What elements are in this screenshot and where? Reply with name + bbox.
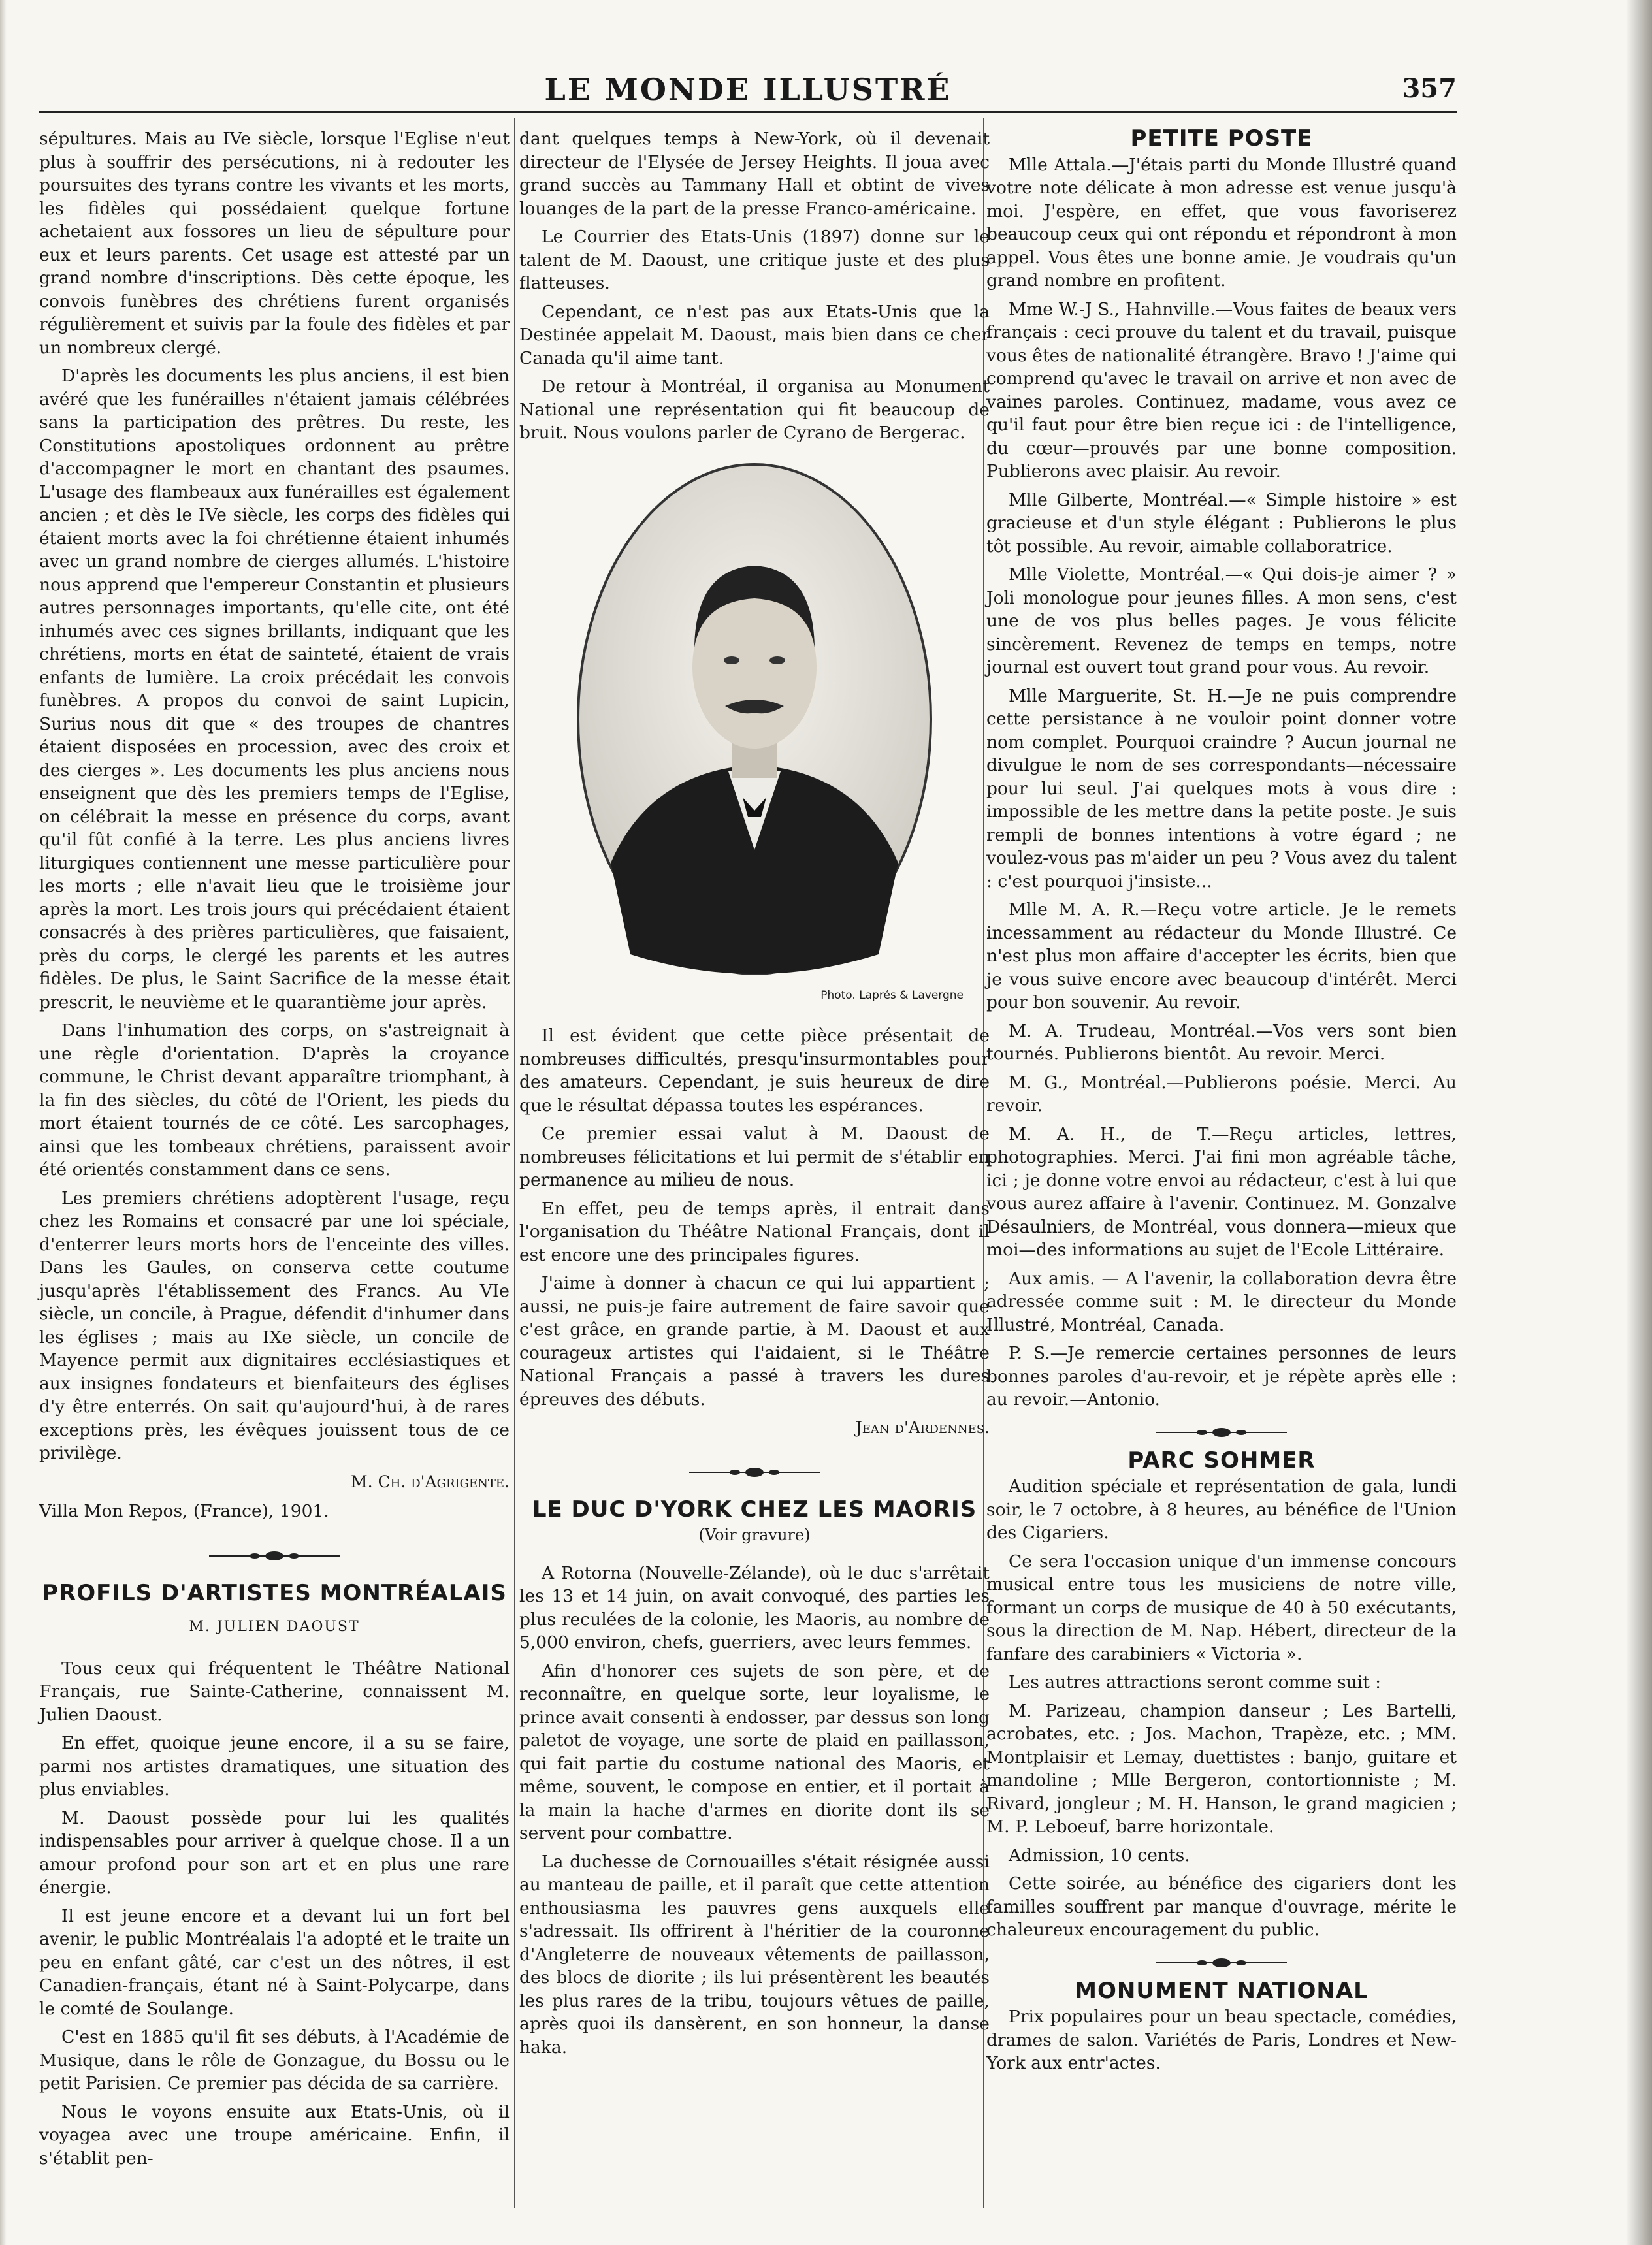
column-1 <box>39 127 510 2175</box>
ornament-divider-icon <box>1156 1426 1287 1439</box>
profils-paragraph: Le Courrier des Etats-Unis (1897) donne sur le talent de M. Daoust, une critique juste et des plus flatteuses. <box>519 227 990 293</box>
portrait-photo <box>572 458 937 980</box>
page-header <box>39 72 1457 113</box>
petite-poste-paragraph: Mlle Attala.—J'étais parti du Monde Illustré quand votre note délicate à mon adresse est venue jusqu'à moi. J'espère, en effet, que vous favoriserez beaucoup ceux qui ont répondu et répondront à mon appel. Vous êtes une bonne amie. Je voudrais qu'un grand nombre en profitent. <box>986 154 1457 291</box>
ornament-divider-icon <box>209 1549 340 1562</box>
petite-poste-paragraph: M. G., Montréal.—Publierons poésie. Merci. Au revoir. <box>986 1072 1457 1116</box>
petite-poste-paragraph: Mlle M. A. R.—Reçu votre article. Je le remets incessamment au rédacteur du Monde Illustré. Ce n'est plus mon affaire d'accepter les écrits, bien que je vous suive encore avec beaucoup d'intérêt. Merci pour bon souvenir. Au revoir. <box>986 899 1457 1012</box>
profils-paragraph: Cependant, ce n'est pas aux Etats-Unis que la Destinée appelait M. Daoust, mais bien dans ce cher Canada qu'il aime tant. <box>519 301 990 368</box>
duc-paragraph: La duchesse de Cornouailles s'était résignée aussi au manteau de paille, et il paraît que cette attention enthousiasma les pauvres gens auxquels elle s'adressait. Ils offrirent à l'héritier de la couronne d'Angleterre de nouveaux vêtements de paillasson, des blocs de diorite ; ils lui présentèrent les beautés les plus rares de la tribu, toujours vêtues de paille, après quoi ils dansèrent, en son honneur, la danse haka. <box>519 1851 990 2058</box>
article-paragraph: D'après les documents les plus anciens, il est bien avéré que les funérailles n'étaient jamais célébrées sans la participation des prêtres. Du reste, les Constitutions apostoliques ordonnent au prêtre d'accompagner le mort en chantant des psaumes. L'usage des flambeaux aux funérailles est également ancien ; et dès le IVe siècle, les corps des fidèles qui étaient morts avec la foi chrétienne étaient inhumés avec un grand nombre de cierges allumés. L'histoire nous apprend que l'empereur Constantin et plusieurs autres personnages importants, qu'elle cite, ont été inhumés avec ces signes brillants, indiquant que les chrétiens, morts en état de sainteté, étaient de vrais enfants de lumière. La croix précédait les convois funèbres. A propos du convoi de saint Lupicin, Surius nous dit que « des troupes de chantres étaient disposées en procession, avec des croix et des cierges ». Les documents les plus anciens nous enseignent que dès les premiers temps de l'Eglise, on célébrait la messe en présence du corps, avant qu'il fût confié à la terre. Les plus anciens livres liturgiques contiennent une messe particulière pour les morts ; elle n'avait lieu que le troisième jour après la mort. Les trois jours qui précédaient étaient consacrés à des prières particulières, que faisaient, près du corps, le clergé les parents et les autres fidèles. De plus, le Saint Sacrifice de la messe était prescrit, le neuvième et le quarantième jour après. <box>39 366 510 1012</box>
article-paragraph: sépultures. Mais au IVe siècle, lorsque l'Eglise n'eut plus à souffrir des persécutions, ni à redouter les poursuites des tyrans contre les vivants et les morts, les fidèles qui possédaient quelque fortune achetaient aux fossores un lieu de sépulture pour eux et leurs parents. Cet usage est attesté par un grand nombre d'inscriptions. Dès cette époque, les convois funèbres des chrétiens furent organisés régulièrement et suivis par la foule des fidèles et par un nombreux clergé. <box>39 129 510 358</box>
profils-paragraph: Nous le voyons ensuite aux Etats-Unis, où il voyagea avec une troupe américaine. Enfin, il s'établit pen- <box>39 2101 510 2169</box>
left-page-edge <box>0 0 7 2245</box>
profils-paragraph: De retour à Montréal, il organisa au Monument National une représentation qui fit beaucoup de bruit. Nous voulons parler de Cyrano de Bergerac. <box>519 376 990 443</box>
dateline: Villa Mon Repos, (France), 1901. <box>39 1501 329 1521</box>
page-number: 357 <box>1402 73 1457 104</box>
parc-sohmer-paragraph: M. Parizeau, champion danseur ; Les Bartelli, acrobates, etc. ; Jos. Machon, Trapèze, etc. ; MM. Montplaisir et Lemay, duettistes : banjo, guitare et mandoline ; Mlle Bergeron, contortionniste ; M. Rivard, jongleur ; M. H. Hanson, le grand magicien ; M. P. Leboeuf, barre horizontale. <box>986 1700 1457 1837</box>
profils-paragraph: En effet, quoique jeune encore, il a su se faire, parmi nos artistes dramatiques, une situation des plus enviables. <box>39 1733 510 1800</box>
profils-title: PROFILS D'ARTISTES MONTRÉALAIS <box>42 1579 507 1606</box>
article-paragraph: Les premiers chrétiens adoptèrent l'usage, reçu chez les Romains et consacré par une loi spéciale, d'enterrer leurs morts hors de l'enceinte des villes. Dans les Gaules, on conserva cette coutume jusqu'après l'établissement des Francs. Au VIe siècle, un concile, à Prague, défendit d'inhumer dans les églises ; mais au IXe siècle, un concile de Mayence permit aux dignitaires ecclésiastiques et aux insignes fondateurs et bienfaiteurs des églises d'y être enterrés. On sait qu'aujourd'hui, à de rares exceptions près, les évêques jouissent tous de ce privilège. <box>39 1187 510 1463</box>
profils-paragraph: Tous ceux qui fréquentent le Théâtre National Français, rue Sainte-Catherine, connaissent M. Julien Daoust. <box>39 1658 510 1725</box>
column-2 <box>519 127 990 2064</box>
profils-paragraph: En effet, peu de temps après, il entrait dans l'organisation du Théâtre National Français, dont il est encore une des principales figures. <box>519 1198 990 1265</box>
profils-paragraph: Il est jeune encore et a devant lui un fort bel avenir, le public Montréalais l'a adopté et le traite un peu en enfant gâté, car c'est un des nôtres, il est Canadien-français, étant né à Saint-Polycarpe, dans le comté de Soulange. <box>39 1905 510 2019</box>
column-rule-1 <box>514 118 515 2208</box>
masthead-title: LE MONDE ILLUSTRÉ <box>544 72 952 107</box>
duc-title: LE DUC D'YORK CHEZ LES MAORIS <box>532 1496 977 1523</box>
ornament-divider-icon <box>689 1466 820 1479</box>
petite-poste-paragraph: Mlle Marguerite, St. H.—Je ne puis comprendre cette persistance à ne vouloir point donner votre nom complet. Pourquoi craindre ? Aucun journal ne divulgue le nom de ses correspondants—nécessaire pour lui seul. J'ai quelques mots à vous dire : impossible de les mettre dans la petite poste. Je suis rempli de bonnes intentions à votre égard ; ne voulez-vous pas m'aider un peu ? Vous avez du talent : c'est pourquoi j'insiste... <box>986 685 1457 892</box>
photo-caption: Photo. Laprés & Lavergne <box>820 988 964 1002</box>
profils-paragraph: Ce premier essai valut à M. Daoust de nombreuses félicitations et lui permit de s'établir en permanence au milieu de nous. <box>519 1123 990 1190</box>
petite-poste-paragraph: M. A. Trudeau, Montréal.—Vos vers sont bien tournés. Publierons bientôt. Au revoir. Merci. <box>986 1020 1457 1064</box>
duc-subtitle: (Voir gravure) <box>698 1526 811 1544</box>
parc-sohmer-paragraph: Cette soirée, au bénéfice des cigariers dont les familles souffrent par manque d'ouvrage, mérite le chaleureux encouragement du public. <box>986 1873 1457 1940</box>
article-signature: Jean d'Ardennes. <box>855 1418 990 1437</box>
parc-sohmer-paragraph: Ce sera l'occasion unique d'un immense concours musical entre tous les musiciens de notre ville, formant un corps de musique de 40 à 50 exécutants, sous la direction de M. Nap. Hébert, directeur de la fanfare des carabiniers « Victoria ». <box>986 1551 1457 1664</box>
petite-poste-paragraph: Mme W.-J S., Hahnville.—Vous faites de beaux vers français : ceci prouve du talent et du travail, puisque vous êtes de nationalité étrangère. Bravo ! J'aime qui comprend qu'avec le travail on arrive et non avec de vaines paroles. Continuez, madame, vous avez ce qu'il faut pour être bien reçue ici : de l'intelligence, du cœur—prouvés par une bonne composition. Publierons avec plaisir. Au revoir. <box>986 299 1457 481</box>
parc-sohmer-title: PARC SOHMER <box>1127 1447 1316 1474</box>
petite-poste-title: PETITE POSTE <box>1130 125 1313 152</box>
duc-paragraph: Afin d'honorer ces sujets de son père, et de reconnaître, en quelque sorte, leur loyalisme, le prince avait consenti à endosser, par dessus son long paletot de voyage, une sorte de plaid en paillasson, qui fait partie du costume national des Maoris, et même, souvent, le compose en entier, et il portait à la main la hache d'armes en diorite dont ils se servent pour combattre. <box>519 1660 990 1843</box>
profils-paragraph: M. Daoust possède pour lui les qualités indispensables pour arriver à quelque chose. Il a un amour profond pour son art et en plus une rare énergie. <box>39 1807 510 1898</box>
profils-paragraph: J'aime à donner à chacun ce qui lui appartient ; aussi, ne puis-je faire autrement de faire savoir que c'est grâce, en grande partie, à M. Daoust et aux courageux artistes qui l'aidaient, si le Théâtre National Français a passé à travers les dures épreuves des débuts. <box>519 1273 990 1410</box>
monument-national-title: MONUMENT NATIONAL <box>1075 1977 1369 2004</box>
column-3 <box>986 127 1457 2080</box>
parc-sohmer-paragraph: Audition spéciale et représentation de gala, lundi soir, le 7 octobre, à 8 heures, au bénéfice de l'Union des Cigariers. <box>986 1476 1457 1543</box>
profils-paragraph: dant quelques temps à New-York, où il devenait directeur de l'Elysée de Jersey Heights. Il joua avec grand succès au Tammany Hall et obtint de vives louanges de la part de la presse Franco-américaine. <box>519 129 990 219</box>
duc-paragraph: A Rotorna (Nouvelle-Zélande), où le duc s'arrêtait les 13 et 14 juin, on avait convoqué, des parties les plus reculées de la colonie, les Maoris, au nombre de 5,000 environ, chefs, guerriers, avec leurs femmes. <box>519 1562 990 1653</box>
monument-national-paragraph: Prix populaires pour un beau spectacle, comédies, drames de salon. Variétés de Paris, Londres et New-York aux entr'actes. <box>986 2007 1457 2073</box>
profils-paragraph: Il est évident que cette pièce présentait de nombreuses difficultés, presqu'insurmontables pour des amateurs. Cependant, je suis heureux de dire que le résultat dépassa toutes les espérances. <box>519 1026 990 1116</box>
petite-poste-paragraph: P. S.—Je remercie certaines personnes de leurs bonnes paroles d'au-revoir, et je répète après elle : au revoir.—Antonio. <box>986 1343 1457 1410</box>
parc-sohmer-paragraph: Les autres attractions seront comme suit : <box>1009 1672 1382 1692</box>
petite-poste-paragraph: Mlle Gilberte, Montréal.—« Simple histoire » est gracieuse et d'un style élégant : Publierons le plus tôt possible. Au revoir, aimable collaboratrice. <box>986 489 1457 557</box>
petite-poste-paragraph: Aux amis. — A l'avenir, la collaboration devra être adressée comme suit : M. le directeur du Monde Illustré, Montréal, Canada. <box>986 1268 1457 1335</box>
petite-poste-paragraph: Mlle Violette, Montréal.—« Qui dois-je aimer ? » Joli monologue pour jeunes filles. A mon sens, c'est une de vos plus belles pages. Je vous félicite sincèrement. Revenez de temps en temps, notre journal est ouvert tout grand pour vous. Au revoir. <box>986 564 1457 677</box>
parc-sohmer-paragraph: Admission, 10 cents. <box>1009 1845 1190 1865</box>
ornament-divider-icon <box>1156 1956 1287 1969</box>
profils-subhead: M. JULIEN DAOUST <box>189 1619 360 1635</box>
profils-paragraph: C'est en 1885 qu'il fit ses débuts, à l'Académie de Musique, dans le rôle de Gonzague, du Bossu ou le petit Parisien. Ce premier pas décida de sa carrière. <box>39 2027 510 2093</box>
article-signature: M. Ch. d'Agrigente. <box>351 1472 510 1491</box>
article-paragraph: Dans l'inhumation des corps, on s'astreignait à une règle d'orientation. D'après la croyance commune, le Christ devant apparaître triomphant, à la fin des siècles, du côté de l'Orient, les pieds du mort étaient tournés de ce côté. Les sarcophages, ainsi que les tombeaux chrétiens, paraissent avoir été orientés constamment dans ce sens. <box>39 1020 510 1180</box>
petite-poste-paragraph: M. A. H., de T.—Reçu articles, lettres, photographies. Merci. J'ai fini mon agréable tâche, ici ; je donne votre envoi au rédacteur, c'est à lui que vous aurez affaire à l'avenir. Continuez. M. Gonzalve Désaulniers, de Montréal, vous donnera—mieux que moi—des informations au sujet de l'Ecole Littéraire. <box>986 1123 1457 1260</box>
right-page-edge <box>1626 0 1652 2245</box>
